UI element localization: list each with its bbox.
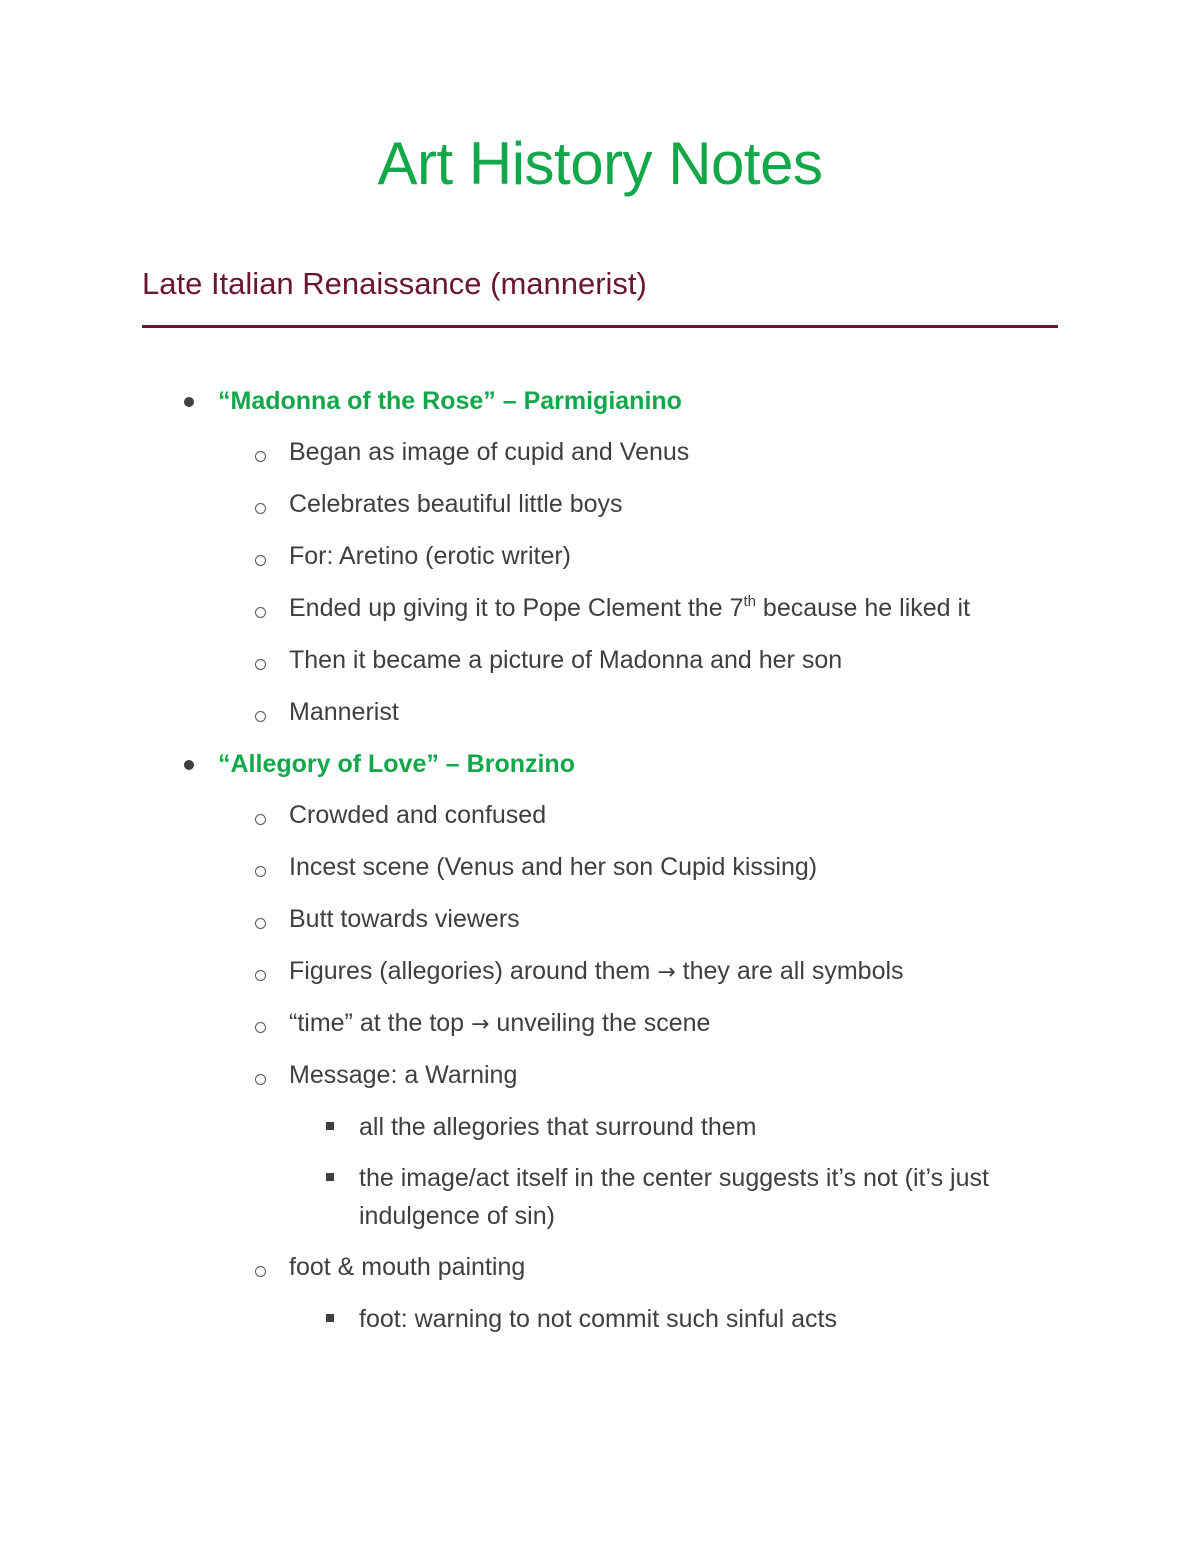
bullet-circle: [255, 607, 266, 618]
bullet-square: [326, 1314, 334, 1322]
bullet-circle: [255, 451, 266, 462]
note-line: Celebrates beautiful little boys: [289, 490, 623, 518]
document-title: Art History Notes: [377, 130, 823, 197]
note-text: Figures (allegories) around them: [289, 957, 658, 985]
arrow-right-icon: →: [471, 1012, 490, 1037]
note-text: Ended up giving it to Pope Clement the 7: [289, 594, 744, 622]
bullet-square: [326, 1173, 334, 1181]
bullet-circle: [255, 1022, 266, 1033]
note-line: Crowded and confused: [289, 801, 547, 829]
bullet-circle: [255, 711, 266, 722]
note-line: For: Aretino (erotic writer): [289, 542, 572, 570]
note-line: [289, 1006, 710, 1042]
note-line: Began as image of cupid and Venus: [289, 438, 690, 466]
superscript: th: [743, 593, 756, 610]
note-line: foot & mouth painting: [289, 1253, 526, 1281]
arrow-right-icon: →: [657, 960, 676, 985]
bullet-circle: [255, 1266, 266, 1277]
bullet-disc: [184, 760, 194, 770]
note-line: Then it became a picture of Madonna and her son: [289, 646, 843, 674]
note-line: [289, 591, 970, 625]
bullet-disc: [184, 397, 194, 407]
note-line: Mannerist: [289, 698, 399, 726]
artwork-heading-allegory-of-love: “Allegory of Love” – Bronzino: [218, 750, 575, 778]
note-subline-continued: indulgence of sin): [359, 1202, 555, 1230]
heading-rule: [142, 325, 1058, 328]
bullet-circle: [255, 814, 266, 825]
note-line: [289, 954, 904, 990]
note-line: Butt towards viewers: [289, 905, 520, 933]
bullet-circle: [255, 1074, 266, 1085]
bullet-circle: [255, 503, 266, 514]
bullet-circle: [255, 555, 266, 566]
bullet-circle: [255, 918, 266, 929]
note-subline: all the allegories that surround them: [359, 1113, 757, 1141]
note-line: Incest scene (Venus and her son Cupid kissing): [289, 853, 818, 881]
artwork-heading-madonna-of-the-rose: “Madonna of the Rose” – Parmigianino: [218, 387, 682, 415]
bullet-circle: [255, 970, 266, 981]
note-subline: foot: warning to not commit such sinful acts: [359, 1305, 837, 1333]
bullet-circle: [255, 659, 266, 670]
note-text: unveiling the scene: [489, 1009, 711, 1037]
section-heading: Late Italian Renaissance (mannerist): [142, 266, 647, 301]
bullet-square: [326, 1122, 334, 1130]
note-subline: the image/act itself in the center suggests it’s not (it’s just: [359, 1164, 989, 1192]
note-line: Message: a Warning: [289, 1061, 518, 1089]
note-text: they are all symbols: [675, 957, 904, 985]
note-text: “time” at the top: [289, 1009, 472, 1037]
note-text: because he liked it: [755, 594, 971, 622]
bullet-circle: [255, 866, 266, 877]
